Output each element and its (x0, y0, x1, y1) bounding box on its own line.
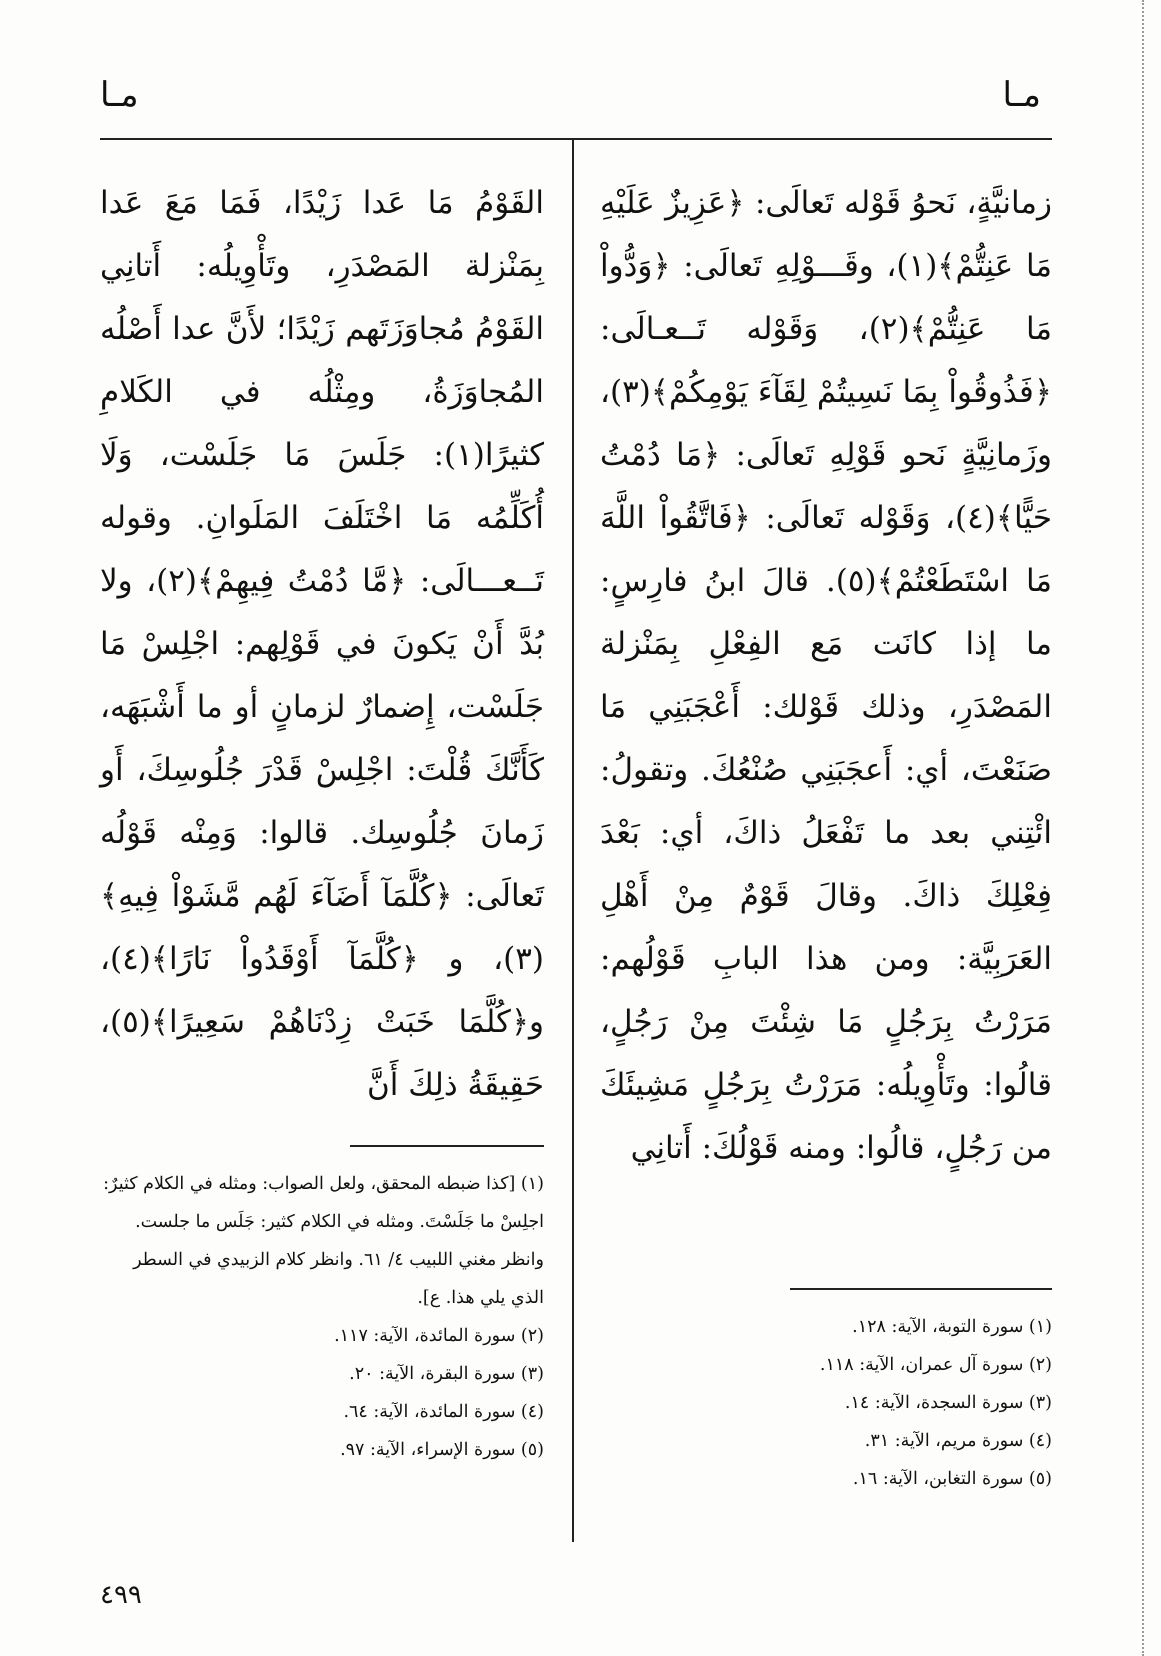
column-divider (572, 140, 574, 1542)
footnotes-left (100, 1165, 544, 1469)
footnote: (٣) سورة البقرة، الآية: ٢٠. (349, 1364, 544, 1384)
footnote: (١) [كذا ضبطه المحقق، ولعل الصواب: ومثله في الكلام كثيرٌ: اجلِسْ ما جَلَسْتَ. ومثله في الكلام كثير: جَلَس ما جلست. وانظر مغني اللبيب ٤/ ٦١. وانظر كلام الزبيدي في السطر الذي يلي هذا. ع]. (103, 1174, 544, 1308)
footnote: (٢) سورة آل عمران، الآية: ١١٨. (819, 1355, 1052, 1375)
binding-dotted-line (1142, 0, 1144, 1656)
footnote: (٥) سورة التغابن، الآية: ١٦. (852, 1469, 1052, 1489)
page-number: ٤٩٩ (100, 1580, 142, 1610)
header-rule (100, 138, 1052, 140)
footnote: (٥) سورة الإسراء، الآية: ٩٧. (340, 1440, 544, 1460)
footnote: (١) سورة التوبة، الآية: ١٢٨. (852, 1317, 1052, 1337)
footnote: (٢) سورة المائدة، الآية: ١١٧. (334, 1326, 544, 1346)
footnote-rule-right (790, 1288, 1052, 1290)
footnotes-right (600, 1308, 1052, 1498)
running-header-right: مـا (1002, 75, 1041, 115)
footnote-rule-left (350, 1145, 544, 1147)
right-column-text: زمانيَّةٍ، نَحوُ قَوْله تَعالَى: ﴿عَزِيزٌ عَلَيْهِ مَا عَنِتُّمْ﴾(١)، وقَـــوْلِهِ تَعالَى: ﴿وَدُّواْ مَا عَنِتُّمْ﴾(٢)، وَقَوْله تَــعـالَى: ﴿فَذُوقُواْ بِمَا نَسِيتُمْ لِقَآءَ يَوْمِكُمْ﴾(٣)، وزَمانِيَّةٍ نَحو قَوْلِهِ تَعالَى: ﴿مَا دُمْتُ حَيًّا﴾(٤)، وَقَوْله تَعالَى: ﴿فَاتَّقُواْ اللَّهَ مَا اسْتَطَعْتُمْ﴾(٥). قالَ ابنُ فارِسٍ: ما إذا كانَت مَع الفِعْلِ بِمَنْزلة المَصْدَرِ، وذلك قَوْلك: أَعْجَبَنِي مَا صَنَعْتَ، أي: أَعجَبَنِي صُنْعُكَ. وتقولُ: ائْتِني بعد ما تَفْعَلُ ذاكَ، أي: بَعْدَ فِعْلِكَ ذاكَ. وقالَ قَوْمٌ مِنْ أَهْلِ العَرَبِيَّة: ومن هذا البابِ قَوْلُهم: مَرَرْتُ بِرَجُلٍ مَا شِئْتَ مِنْ رَجُلٍ، قالُوا: وتَأْوِيلُه: مَرَرْتُ بِرَجُلٍ مَشِيئَكَ من رَجُلٍ، قالُوا: ومنه قَوْلُكَ: أَتانِي (600, 185, 1053, 1166)
running-header-left: مـا (100, 75, 139, 115)
footnote: (٣) سورة السجدة، الآية: ١٤. (844, 1393, 1052, 1413)
left-column-text: القَوْمُ مَا عَدا زَيْدًا، فَمَا مَعَ عَدا بِمَنْزلة المَصْدَرِ، وتَأْوِيلُه: أَتانِي القَوْمُ مُجاوَزَتَهم زَيْدًا؛ لأَنَّ عدا أَصْلُه المُجاوَزَةُ، ومِثْلُه في الكَلامِ كثيرًا(١): جَلَسَ مَا جَلَسْت، وَلَا أُكَلِّمُه مَا اخْتَلَفَ المَلَوانِ. وقوله تَــعـــالَى: ﴿مَّا دُمْتُ فِيهِمْ﴾(٢)، ولا بُدَّ أَنْ يَكونَ في قَوْلِهم: اجْلِسْ مَا جَلَسْت، إِضمارٌ لزمانٍ أو ما أَشْبَهَه، كَأَنَّكَ قُلْتَ: اجْلِسْ قَدْرَ جُلُوسِكَ، أَو زَمانَ جُلُوسِك. قالوا: وَمِنْه قَوْلُه تَعالَى: ﴿كُلَّمَآ أَضَآءَ لَهُم مَّشَوْاْ فِيهِ﴾(٣)، و ﴿كُلَّمَآ أَوْقَدُواْ نَارًا﴾(٤)، و﴿كُلَّمَا خَبَتْ زِدْنَاهُمْ سَعِيرًا﴾(٥)، حَقِيقَةُ ذلِكَ أَنَّ (100, 185, 544, 1103)
footnote: (٤) سورة مريم، الآية: ٣١. (864, 1431, 1052, 1451)
footnote: (٤) سورة المائدة، الآية: ٦٤. (343, 1402, 544, 1422)
